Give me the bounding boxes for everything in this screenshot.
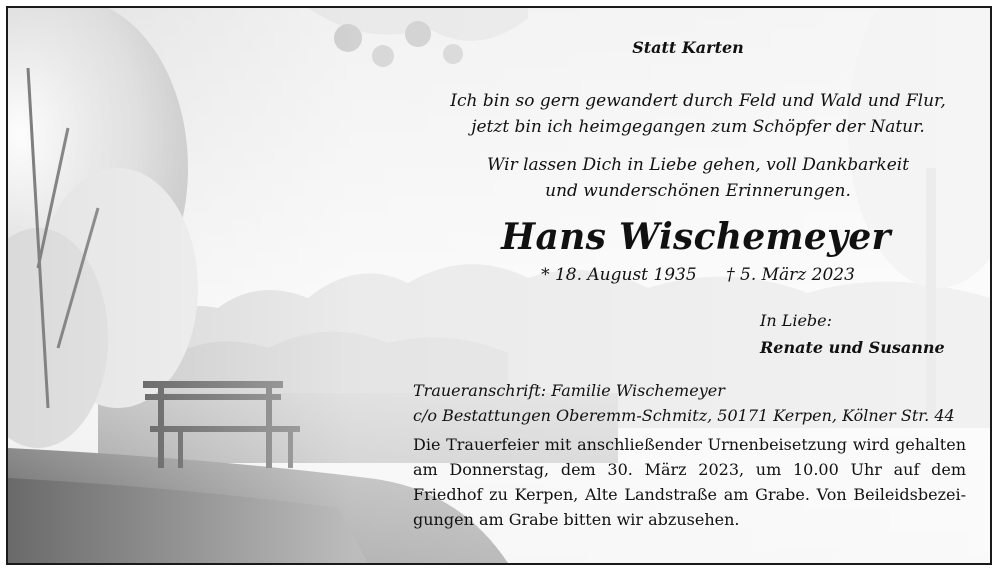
service-line: Friedhof zu Kerpen, Alte Landstraße am Grabe. Von Beileidsbezei- [413,485,966,504]
deceased-name: Hans Wischemeyer [501,216,891,258]
service-line: am Donnerstag, dem 30. März 2023, um 10.00 Uhr auf dem [413,460,966,479]
poem-line: Ich bin so gern gewandert durch Feld und Wald und Flur, [450,91,946,111]
obituary-frame [6,6,992,565]
family-names: Renate und Susanne [760,338,945,357]
mourning-address-line-1: Traueranschrift: Familie Wischemeyer [413,381,725,400]
poem-line: und wunderschönen Erinnerungen. [545,181,851,201]
service-line: Die Trauerfeier mit anschließender Urnenbeisetzung wird gehalten [413,435,966,454]
death-date: † 5. März 2023 [726,265,855,285]
birth-date: * 18. August 1935 [541,265,697,285]
life-dates [528,265,868,285]
poem-stanza-2 [438,152,958,204]
in-love-label: In Liebe: [760,311,833,330]
funeral-service-info [413,432,966,532]
service-line: gungen am Grabe bitten wir abzusehen. [413,510,740,529]
poem-line: jetzt bin ich heimgegangen zum Schöpfer der Natur. [471,117,925,137]
notice-heading: Statt Karten [632,38,744,57]
poem-stanza-1 [438,88,958,140]
poem-line: Wir lassen Dich in Liebe gehen, voll Dankbarkeit [486,155,910,175]
mourning-address-line-2: c/o Bestattungen Oberemm-Schmitz, 50171 Kerpen, Kölner Str. 44 [413,406,955,425]
